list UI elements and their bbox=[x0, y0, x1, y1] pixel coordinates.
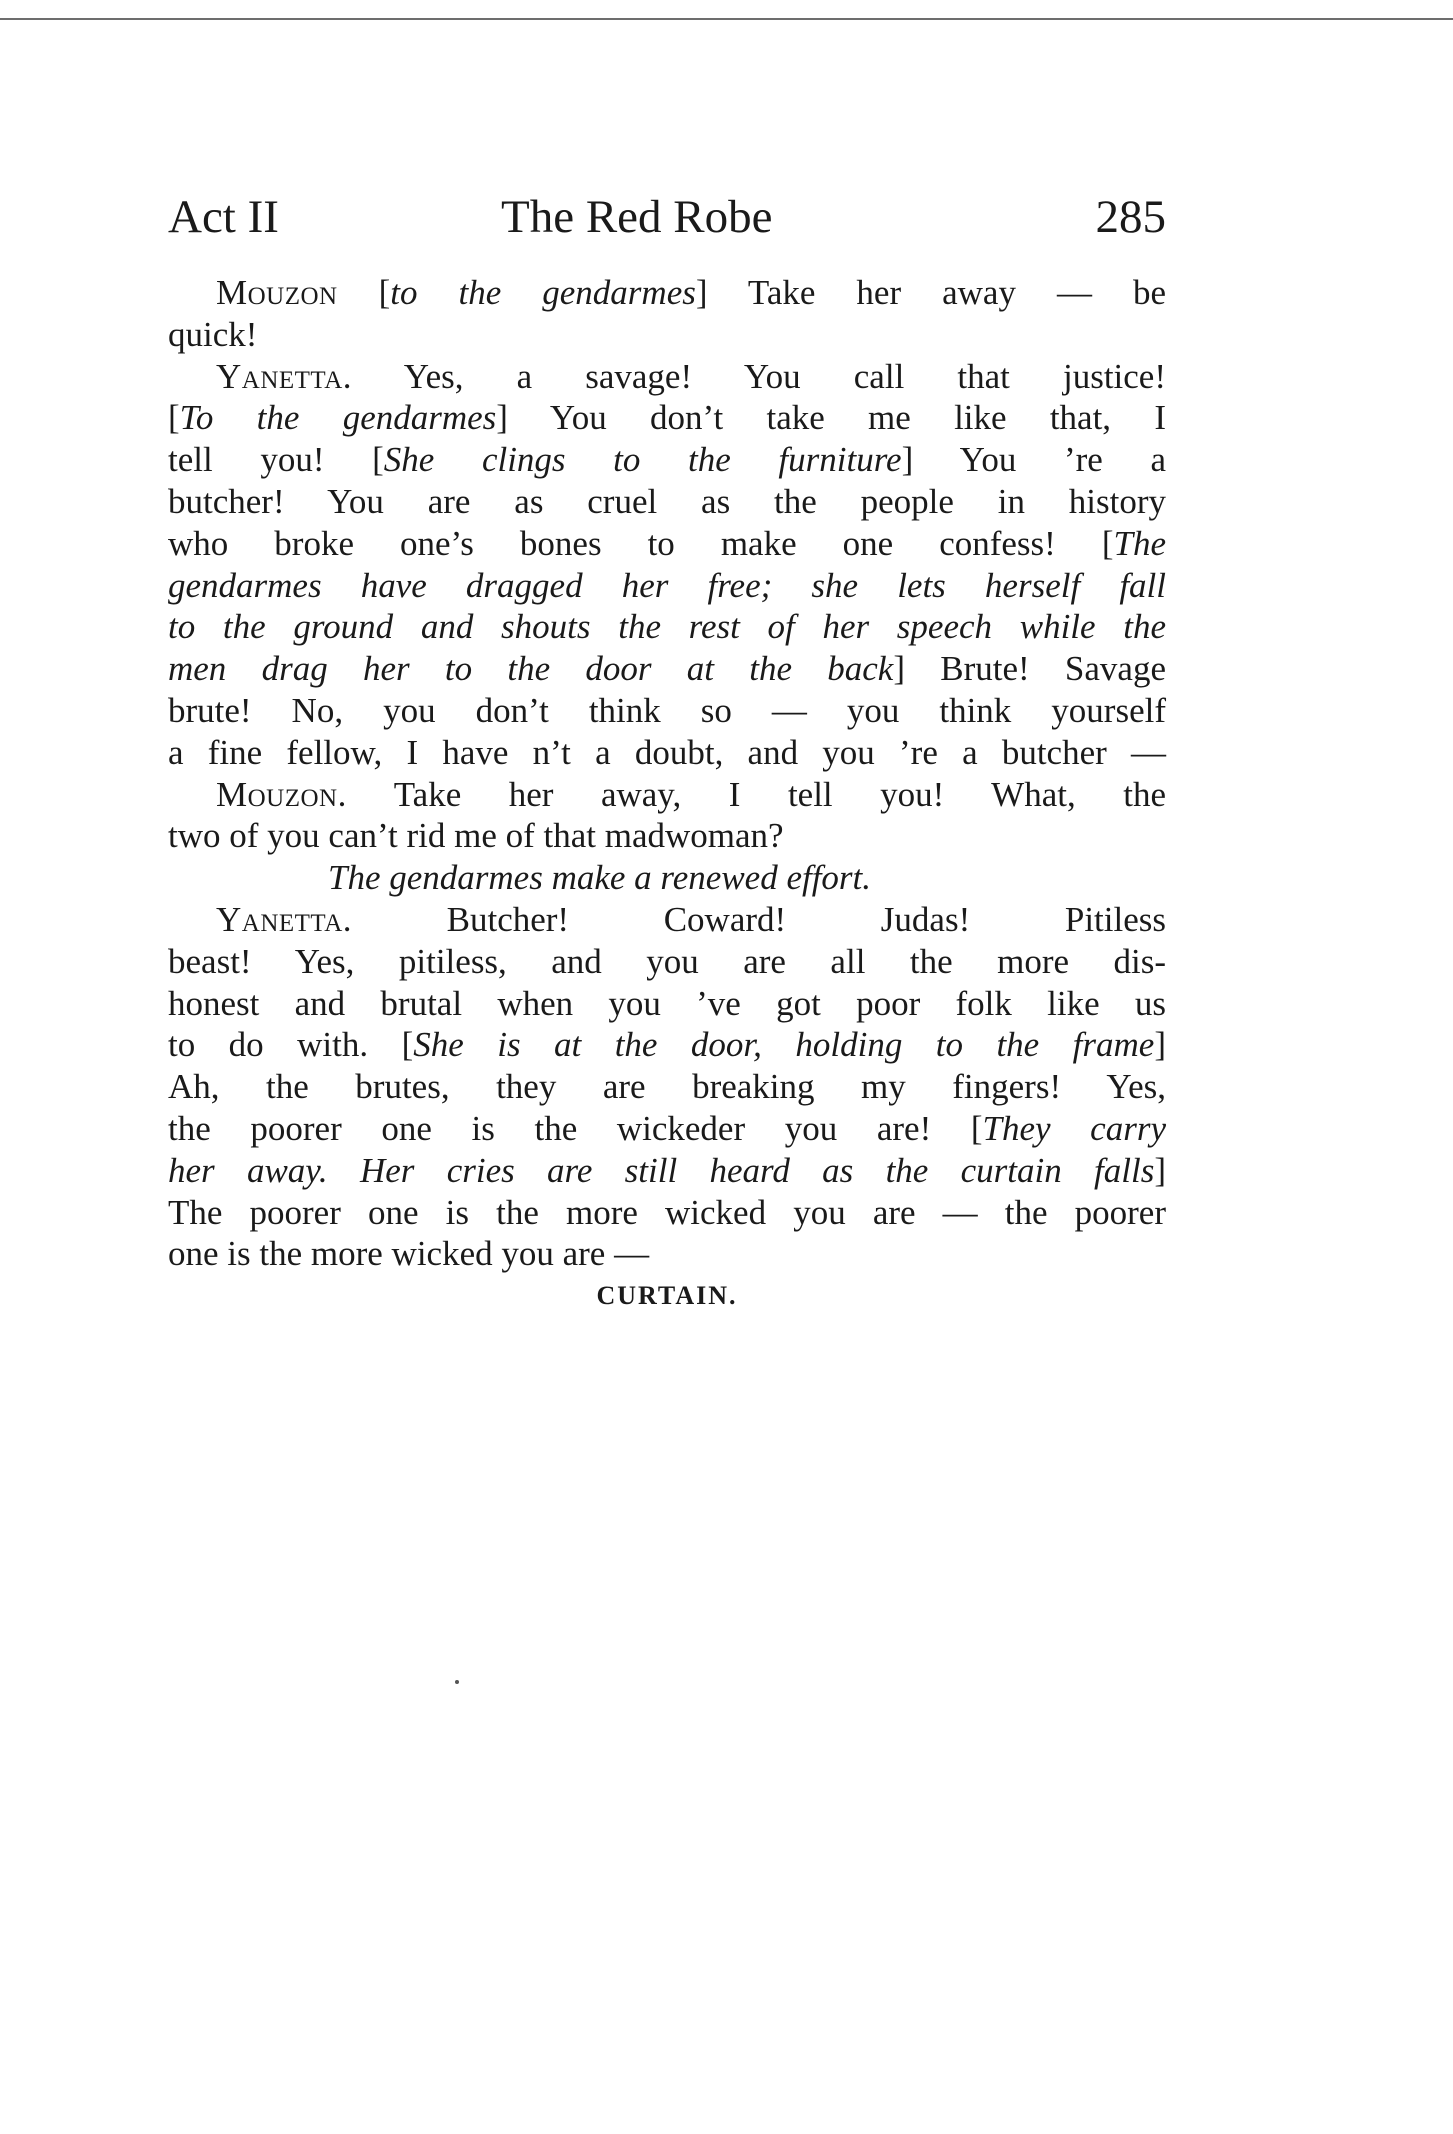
text-line: who broke one’s bones to make one confess! [The bbox=[168, 523, 1166, 563]
speaker-name: Yanetta. bbox=[216, 356, 352, 396]
stage-direction: To the gendarmes bbox=[179, 398, 497, 438]
speaker-name: Mouzon bbox=[216, 273, 338, 312]
text-line: tell you! [She clings to the furniture] You ’re a bbox=[168, 440, 1166, 480]
running-header bbox=[168, 190, 1166, 250]
text-line: men drag her to the door at the back] Brute! Savage bbox=[168, 649, 1167, 689]
book-title: The Red Robe bbox=[501, 191, 773, 243]
stage-direction: They carry bbox=[982, 1108, 1166, 1148]
stage-direction: to the ground and shouts the rest of her speech while the bbox=[168, 607, 1166, 647]
text-line bbox=[168, 857, 1166, 899]
page-number: 285 bbox=[1095, 191, 1166, 243]
top-rule bbox=[0, 18, 1453, 20]
stage-direction: to the gendarmes bbox=[390, 273, 696, 312]
stage-direction: She clings to the furniture bbox=[383, 440, 902, 480]
stage-direction: men drag her to the door at the back bbox=[168, 649, 894, 689]
text-line: Yanetta. Yes, a savage! You call that justice! bbox=[216, 356, 1166, 396]
ink-speck bbox=[455, 1680, 459, 1684]
stage-direction: The gendarmes make a renewed effort. bbox=[328, 858, 872, 898]
text-line: a fine fellow, I have n’t a doubt, and you ’re a butcher — bbox=[168, 732, 1166, 772]
text-line bbox=[168, 606, 1166, 648]
text-line: the poorer one is the wickeder you are! [They carry bbox=[168, 1108, 1166, 1148]
text-line: two of you can’t rid me of that madwoman? bbox=[168, 816, 784, 856]
stage-direction: her away. Her cries are still heard as the curtain falls bbox=[168, 1150, 1155, 1190]
text-line bbox=[168, 565, 1166, 607]
stage-direction: The bbox=[1113, 523, 1166, 563]
text-line: Ah, the brutes, they are breaking my fingers! Yes, bbox=[168, 1067, 1166, 1107]
text-line: butcher! You are as cruel as the people in history bbox=[168, 481, 1166, 521]
text-line: [To the gendarmes] You don’t take me like that, I bbox=[168, 398, 1166, 438]
stage-direction: She is at the door, holding to the frame bbox=[413, 1025, 1155, 1065]
play-text bbox=[168, 272, 1166, 1317]
speaker-name: Yanetta. bbox=[216, 899, 352, 939]
text-line: quick! bbox=[168, 314, 258, 354]
text-line: The poorer one is the more wicked you are — the poorer bbox=[168, 1192, 1166, 1232]
text-line: one is the more wicked you are — bbox=[168, 1234, 650, 1274]
stage-direction: gendarmes have dragged her free; she lets herself fall bbox=[168, 565, 1166, 605]
text-line: her away. Her cries are still heard as the curtain falls] bbox=[168, 1150, 1166, 1190]
act-label: Act II bbox=[168, 191, 279, 243]
text-line: Yanetta. Butcher! Coward! Judas! Pitiless bbox=[216, 899, 1166, 939]
text-line: brute! No, you don’t think so — you think yourself bbox=[168, 690, 1166, 730]
text-line: honest and brutal when you ’ve got poor folk like us bbox=[168, 983, 1166, 1023]
text-line: Mouzon [to the gendarmes] Take her away — be bbox=[216, 273, 1167, 312]
text-line: to do with. [She is at the door, holding to the frame] bbox=[168, 1025, 1166, 1065]
speaker-name: Mouzon. bbox=[216, 774, 347, 814]
text-line: Mouzon. Take her away, I tell you! What, the bbox=[216, 774, 1166, 814]
text-line: beast! Yes, pitiless, and you are all the more dis- bbox=[168, 941, 1166, 981]
curtain-label: CURTAIN. bbox=[596, 1281, 738, 1311]
